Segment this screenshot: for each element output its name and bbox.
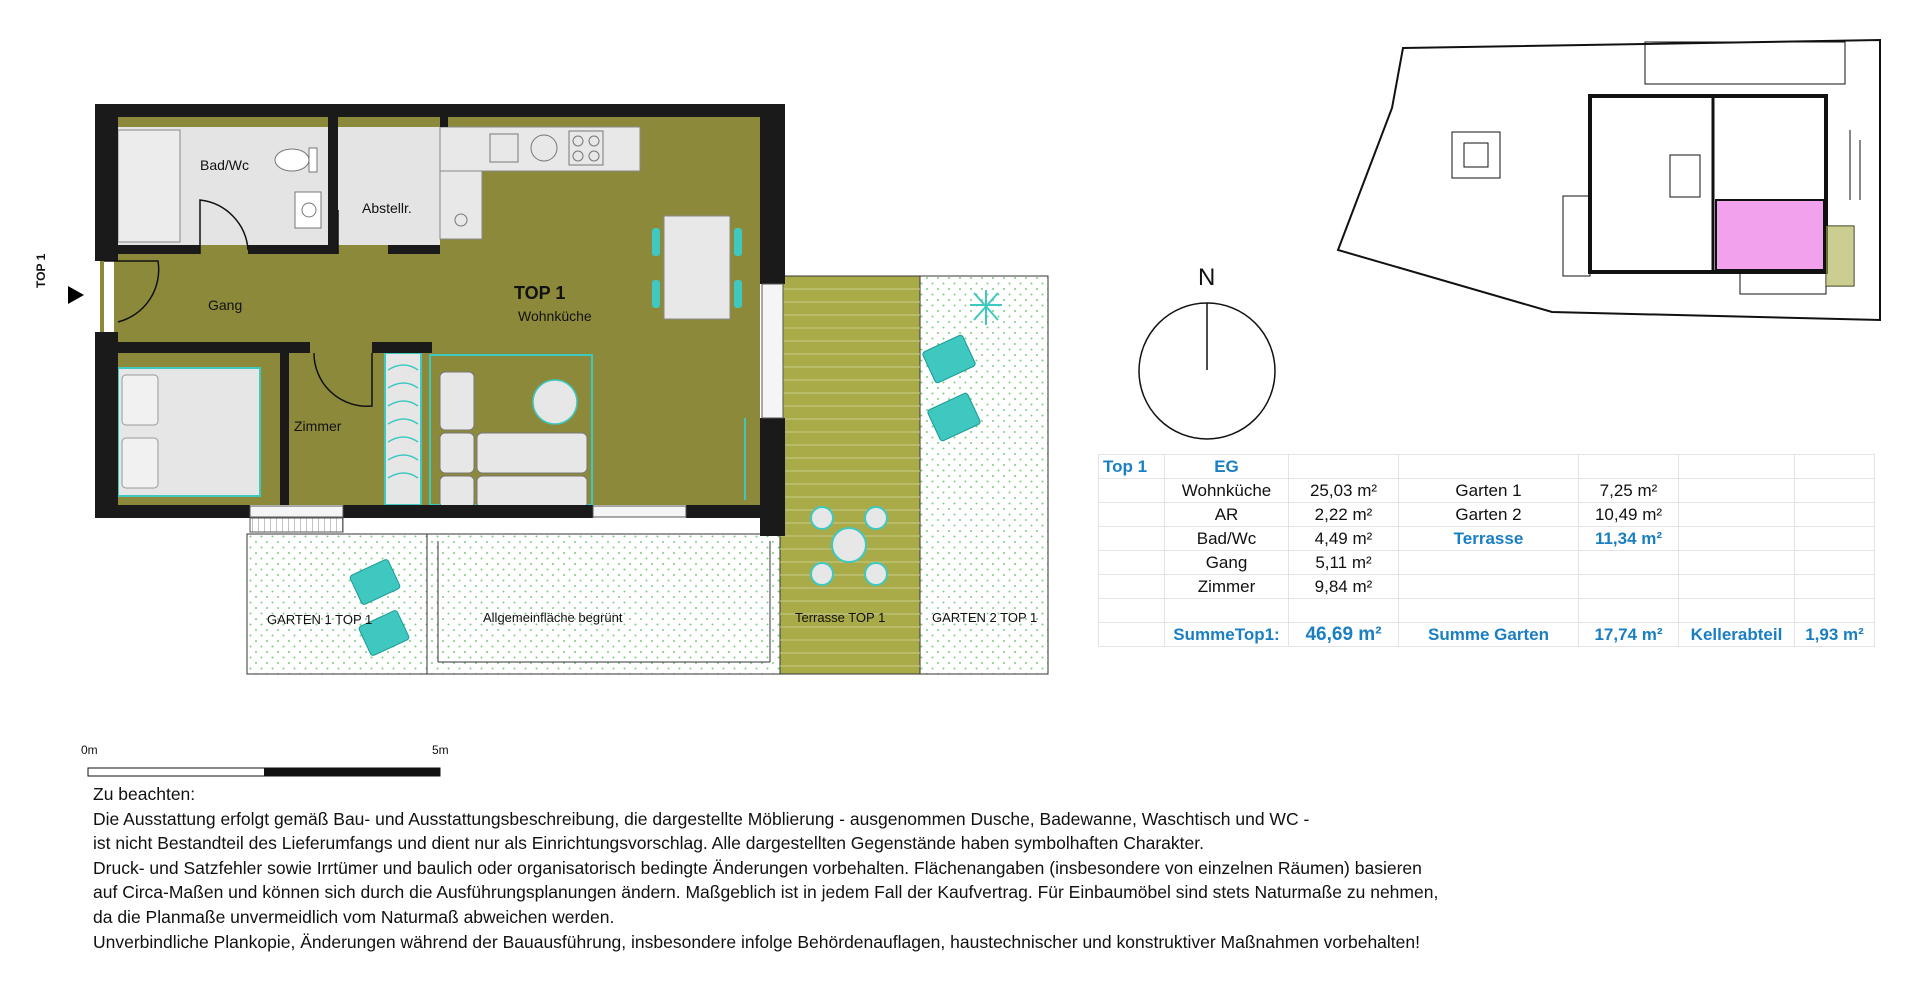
sum-top-label: SummeTop1: — [1165, 623, 1289, 647]
notes-line: auf Circa-Maßen und können sich durch die Ausführungsplanungen ändern. Maßgeblich ist in jedem Fall der Kaufvertrag. Für Einbaumöbel sind stets Naturmaße zu nehmen, — [93, 882, 1439, 903]
room-label-gang: Gang — [208, 297, 243, 313]
room-label-wohnkueche: Wohnküche — [518, 308, 592, 324]
entrance-label: TOP 1 — [34, 253, 48, 288]
notes-line: Unverbindliche Plankopie, Änderungen während der Bauausführung, insbesondere infolge Behördenauflagen, haustechnischer und konstruktiver Maßnahmen vorbehalten! — [93, 931, 1420, 952]
storage-floor — [338, 127, 440, 245]
unit-label: TOP 1 — [514, 283, 566, 303]
notes-line: Die Ausstattung erfolgt gemäß Bau- und Ausstattungsbeschreibung, die dargestellte Möblierung - ausgenommen Dusche, Badewanne, Waschtisch und WC - — [93, 808, 1310, 829]
sum-garden-label: Summe Garten — [1399, 623, 1579, 647]
outdoor-name: Terrasse — [1399, 527, 1579, 551]
sum-garden-value: 17,74 m² — [1579, 623, 1679, 647]
sum-top-value: 46,69 m² — [1289, 623, 1399, 647]
room-name: Gang — [1165, 551, 1289, 575]
outdoor-area: 7,25 m² — [1579, 479, 1679, 503]
room-label-garten2: GARTEN 2 TOP 1 — [932, 610, 1038, 625]
outdoor-name: Garten 1 — [1399, 479, 1579, 503]
outdoor-area: 11,34 m² — [1579, 527, 1679, 551]
room-label-zimmer: Zimmer — [294, 418, 342, 434]
table-row — [1099, 623, 1875, 647]
room-label-garten1: GARTEN 1 TOP 1 — [267, 612, 373, 627]
room-name: Bad/Wc — [1165, 527, 1289, 551]
disclaimer-notes — [93, 782, 1653, 954]
unit-location-highlight — [1716, 200, 1824, 270]
table-row — [1099, 551, 1875, 575]
compass-north-label: N — [1198, 264, 1216, 291]
site-plan-thumbnail — [1338, 40, 1880, 320]
notes-title: Zu beachten: — [93, 784, 196, 804]
dining-table — [664, 216, 730, 319]
toilet — [275, 149, 309, 171]
compass-icon — [1139, 303, 1275, 439]
garden-1 — [247, 534, 427, 674]
washbasin — [295, 192, 321, 228]
terrace-table — [832, 528, 866, 562]
keller-value: 1,93 m² — [1795, 623, 1875, 647]
room-area: 2,22 m² — [1289, 503, 1399, 527]
coffee-table — [533, 380, 577, 424]
table-row — [1099, 455, 1875, 479]
table-row — [1099, 503, 1875, 527]
wardrobe — [385, 353, 421, 505]
room-name: Wohnküche — [1165, 479, 1289, 503]
notes-line: Druck- und Satzfehler sowie Irrtümer und baulich oder organisatorisch bedingte Änderungen vorbehalten. Flächenangaben (insbesondere von einzelnen Räumen) basieren — [93, 857, 1422, 878]
shower — [118, 130, 180, 242]
room-area: 25,03 m² — [1289, 479, 1399, 503]
room-area: 5,11 m² — [1289, 551, 1399, 575]
room-label-abstell: Abstellr. — [362, 200, 412, 216]
room-name: Zimmer — [1165, 575, 1289, 599]
room-label-allgemein: Allgemeinfläche begrünt — [483, 610, 623, 625]
common-green-area — [427, 534, 780, 674]
room-name: AR — [1165, 503, 1289, 527]
notes-line: ist nicht Bestandteil des Lieferumfangs und dient nur als Einrichtungsvorschlag. Alle dargestellten Gegenstände haben symbolhaften Charakter. — [93, 833, 1204, 854]
scale-bar — [88, 768, 440, 776]
room-label-bad: Bad/Wc — [200, 157, 250, 173]
kitchen-counter — [440, 127, 640, 171]
table-row — [1099, 575, 1875, 599]
table-row — [1099, 599, 1875, 623]
scale-end-label: 5m — [432, 743, 449, 757]
floor-label: EG — [1165, 455, 1289, 479]
scale-start-label: 0m — [81, 743, 98, 757]
notes-line: da die Planmaße unvermeidlich vom Naturmaß abweichen werden. — [93, 906, 615, 927]
area-table — [1098, 454, 1875, 647]
table-row — [1099, 479, 1875, 503]
room-area: 4,49 m² — [1289, 527, 1399, 551]
keller-label: Kellerabteil — [1679, 623, 1795, 647]
table-row — [1099, 527, 1875, 551]
outdoor-area: 10,49 m² — [1579, 503, 1679, 527]
outdoor-name: Garten 2 — [1399, 503, 1579, 527]
entrance-arrow-icon — [68, 286, 84, 304]
top-label: Top 1 — [1099, 455, 1165, 479]
room-area: 9,84 m² — [1289, 575, 1399, 599]
room-label-terrasse: Terrasse TOP 1 — [795, 610, 886, 625]
